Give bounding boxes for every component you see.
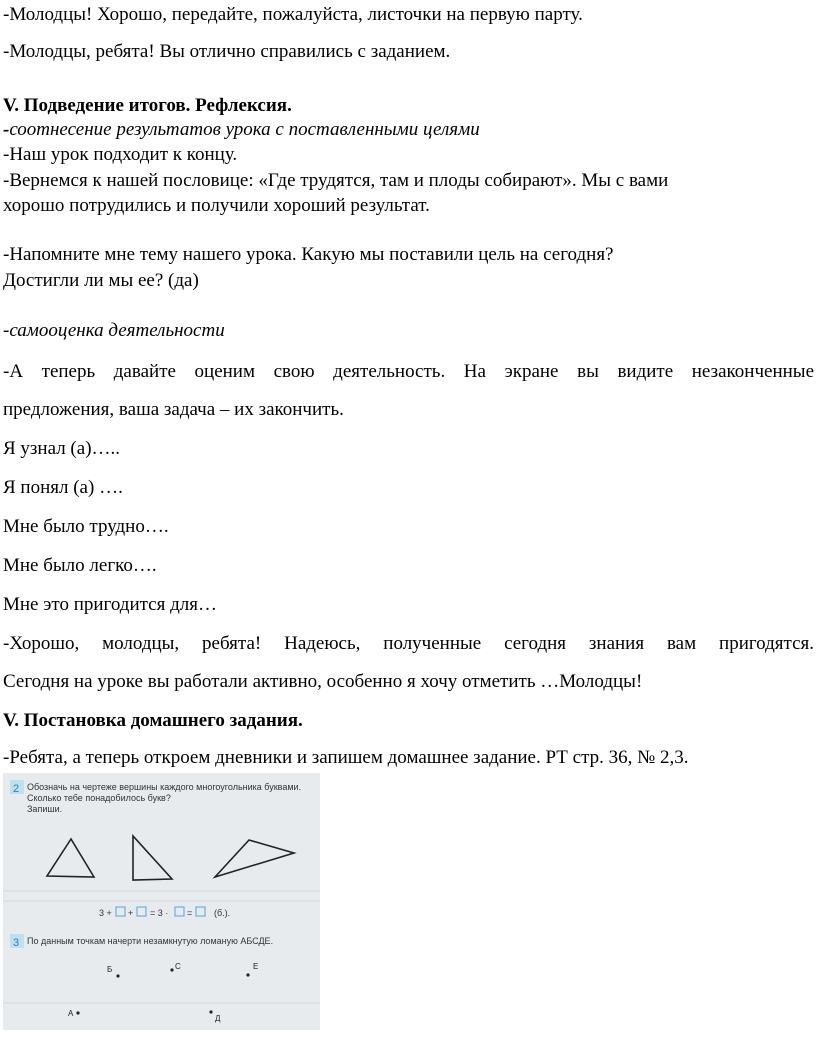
- equation-eq: = 3 ·: [150, 908, 169, 918]
- point-a: [76, 1011, 79, 1014]
- equation-plus: +: [128, 908, 134, 918]
- text-line: -Молодцы, ребята! Вы отлично справились с заданием.: [3, 41, 451, 62]
- text-line: -Хорошо, молодцы, ребята! Надеюсь, полученные сегодня знания вам пригодятся.: [3, 633, 814, 654]
- subheading-text: соотнесение результатов урока с поставленными целями: [9, 119, 480, 140]
- task3-number: 3: [13, 937, 20, 949]
- point-label-a: А: [68, 1009, 74, 1018]
- text-line: Я узнал (а)…..: [3, 438, 121, 459]
- text-line: -Наш урок подходит к концу.: [3, 144, 238, 165]
- point-label-c: С: [175, 962, 181, 971]
- text-line: Мне это пригодится для…: [3, 594, 217, 615]
- equation-eq2: =: [187, 908, 193, 918]
- point-label-d: Д: [215, 1014, 221, 1023]
- point-label-b: Б: [107, 965, 113, 974]
- text-line: Мне было трудно….: [3, 516, 169, 537]
- task3-text: По данным точкам начерти незамкнутую ломаную АБСДЕ.: [27, 936, 274, 946]
- dash: -: [3, 119, 10, 140]
- point-e: [246, 973, 249, 976]
- text-line: -Молодцы! Хорошо, передайте, пожалуйста, листочки на первую парту.: [3, 4, 583, 25]
- task2-text-line2: Сколько тебе понадобилось букв?: [27, 793, 171, 803]
- text-line: -Вернемся к нашей пословице: «Где трудятся, там и плоды собирают». Мы с вами: [3, 170, 669, 191]
- point-c: [170, 968, 173, 971]
- equation-left: 3 +: [99, 908, 112, 918]
- workbook-photo: [3, 773, 320, 1030]
- point-d: [209, 1010, 212, 1013]
- text-line: -Напомните мне тему нашего урока. Какую мы поставили цель на сегодня?: [3, 244, 614, 265]
- task2-number: 2: [13, 783, 20, 795]
- section-heading-homework: V. Постановка домашнего задания.: [3, 710, 303, 731]
- text-line: Мне было легко….: [3, 555, 157, 576]
- text-line: Я понял (а) ….: [3, 477, 123, 498]
- subheading-italic: [3, 119, 480, 141]
- task2-text-line1: Обозначь на чертеже вершины каждого многоугольника буквами.: [27, 782, 302, 792]
- point-b: [116, 974, 119, 977]
- text-line: предложения, ваша задача – их закончить.: [3, 399, 344, 420]
- equation-note: (б.).: [214, 908, 231, 918]
- subheading-italic: -самооценка деятельности: [3, 320, 225, 341]
- text-line: -А теперь давайте оценим свою деятельность. На экране вы видите незаконченные: [3, 361, 814, 382]
- text-line: Сегодня на уроке вы работали активно, особенно я хочу отметить …Молодцы!: [3, 671, 643, 692]
- task2-text-line3: Запиши.: [27, 804, 63, 814]
- text-line: -Ребята, а теперь откроем дневники и запишем домашнее задание. РТ стр. 36, № 2,3.: [3, 747, 689, 768]
- text-line: Достигли ли мы ее? (да): [3, 270, 199, 291]
- text-line: хорошо потрудились и получили хороший результат.: [3, 195, 430, 216]
- section-heading-summary: V. Подведение итогов. Рефлексия.: [3, 95, 292, 116]
- point-label-e: Е: [253, 962, 259, 971]
